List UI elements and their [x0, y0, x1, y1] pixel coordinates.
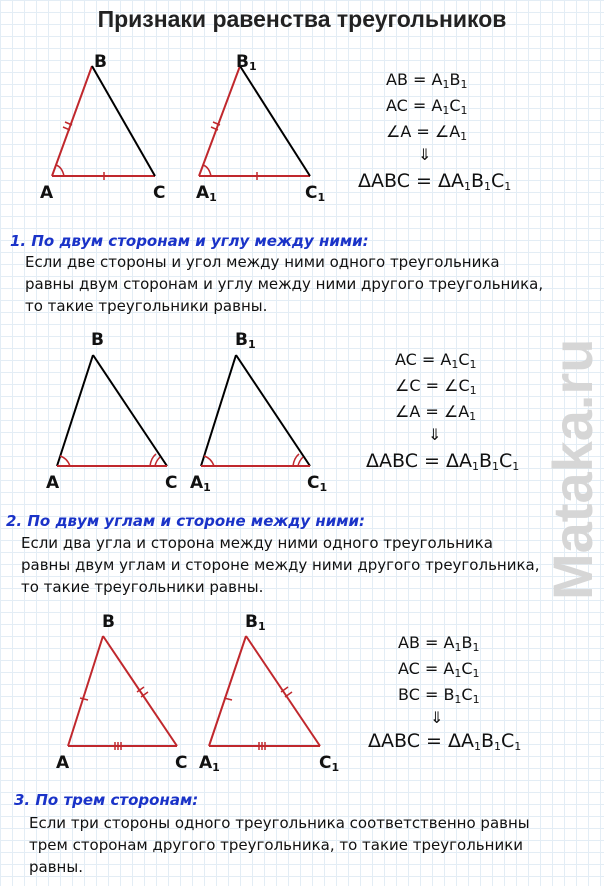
conclusion: $\Delta ABC = \Delta A_1B_1C_1$	[358, 170, 512, 193]
relation-ab: AB = $A_1B_1$	[398, 633, 480, 654]
section-2-heading: 2. По двум углам и стороне между ними:	[6, 512, 366, 530]
vertex-c1: $C_1$	[307, 473, 328, 494]
figure-3-ticks	[80, 687, 292, 750]
vertex-a1: $A_1$	[199, 753, 220, 774]
section-1-heading: 1. По двум сторонам и углу между ними:	[10, 232, 369, 250]
vertex-a: A	[56, 753, 70, 773]
relation-ac: AC = $A_1C_1$	[386, 96, 468, 117]
figure-1	[52, 66, 310, 180]
vertex-a: A	[46, 473, 60, 493]
section-3-text: Если три стороны одного треугольника соответственно равны трем сторонам другого треугольника, то такие треугольники равны.	[29, 814, 530, 876]
section-2-text: Если два угла и сторона между ними одного треугольника равны двум углам и стороне между ними другого треугольника, то такие треугольники равны.	[21, 534, 540, 596]
figure-2	[57, 355, 310, 466]
relation-angle-a: ∠A = $\angle A_1$	[386, 122, 468, 143]
implies-arrow: ⇓	[428, 425, 442, 444]
vertex-b: B	[102, 612, 115, 632]
section-1-text: Если две стороны и угол между ними одного треугольника равны двум сторонам и углу между ними другого треугольника, то такие треугольники равны.	[25, 253, 544, 315]
relation-bc: BC = $B_1C_1$	[398, 685, 480, 706]
vertex-c1: $C_1$	[319, 753, 340, 774]
vertex-c: C	[165, 473, 178, 493]
relation-ac: AC = $A_1C_1$	[398, 659, 480, 680]
implies-arrow: ⇓	[430, 708, 444, 727]
conclusion: $\Delta ABC = \Delta A_1B_1C_1$	[368, 730, 522, 753]
vertex-b: B	[91, 330, 104, 350]
vertex-b1: $B_1$	[236, 52, 257, 73]
conclusion: $\Delta ABC = \Delta A_1B_1C_1$	[366, 450, 520, 473]
vertex-b1: $B_1$	[245, 612, 266, 633]
section-3-heading: 3. По трем сторонам:	[14, 791, 199, 809]
relation-angle-c: ∠C = $\angle C_1$	[395, 376, 477, 397]
vertex-a1: $A_1$	[190, 473, 211, 494]
implies-arrow: ⇓	[418, 145, 432, 164]
vertex-c: C	[175, 753, 188, 773]
watermark: Mataka.ru	[541, 338, 604, 600]
vertex-c: C	[153, 183, 166, 203]
vertex-a1: $A_1$	[196, 183, 217, 204]
vertex-b: B	[94, 52, 107, 72]
relation-ab: AB = $A_1B_1$	[386, 70, 468, 91]
vertex-b1: $B_1$	[235, 330, 256, 351]
page-title: Признаки равенства треугольников	[97, 6, 507, 32]
vertex-c1: $C_1$	[305, 183, 326, 204]
relation-angle-a: ∠A = $\angle A_1$	[395, 402, 477, 423]
vertex-a: A	[40, 183, 54, 203]
relation-ac: AC = $A_1C_1$	[395, 350, 477, 371]
